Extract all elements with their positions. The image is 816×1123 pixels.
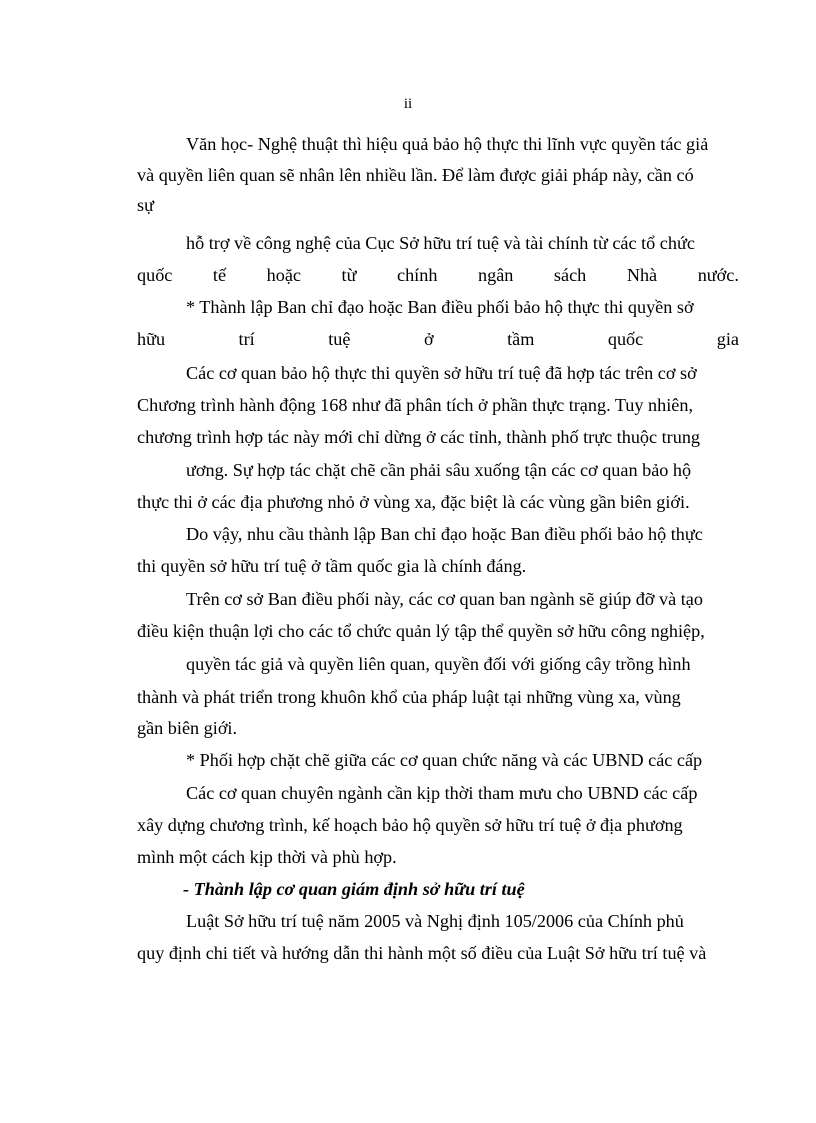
text-line: Do vậy, nhu cầu thành lập Ban chỉ đạo hoặc Ban điều phối bảo hộ thực [186,524,703,544]
text-line: hỗ trợ về công nghệ của Cục Sở hữu trí tuệ và tài chính từ các tổ chức [186,233,695,253]
word: tầm [507,329,535,349]
word: quốc [607,329,644,349]
page-number: ii [403,96,413,112]
section-heading: - Thành lập cơ quan giám định sở hữu trí tuệ [183,879,525,899]
section-bullet: * Phối hợp chặt chẽ giữa các cơ quan chức năng và các UBND các cấp [186,750,703,770]
justified-line [137,328,739,350]
text-line: Luật Sở hữu trí tuệ năm 2005 và Nghị định 105/2006 của Chính phủ [186,911,684,931]
text-line: ương. Sự hợp tác chặt chẽ cần phải sâu xuống tận các cơ quan bảo hộ [186,460,692,480]
word: ở [423,329,434,349]
text-line: gần biên giới. [137,718,238,738]
section-bullet: * Thành lập Ban chỉ đạo hoặc Ban điều phối bảo hộ thực thi quyền sở [186,297,694,317]
text-line: Các cơ quan chuyên ngành cần kịp thời tham mưu cho UBND các cấp [186,783,698,803]
word: tuệ [328,329,351,349]
word: trí [238,329,255,349]
text-line: chương trình hợp tác này mới chỉ dừng ở các tỉnh, thành phố trực thuộc trung [137,427,701,447]
word: sách [553,265,587,285]
justified-line [137,264,739,286]
word: hữu [137,329,166,349]
text-line: quyền tác giả và quyền liên quan, quyền đối với giống cây trồng hình [186,654,691,674]
text-line: mình một cách kịp thời và phù hợp. [137,847,397,867]
text-line: và quyền liên quan sẽ nhân lên nhiều lần. Để làm được giải pháp này, cần có [137,165,694,185]
text-line: Trên cơ sở Ban điều phối này, các cơ quan ban ngành sẽ giúp đỡ và tạo [186,589,703,609]
word: quốc [137,265,173,285]
text-line: thành và phát triển trong khuôn khổ của pháp luật tại những vùng xa, vùng [137,687,681,707]
text-line: Các cơ quan bảo hộ thực thi quyền sở hữu trí tuệ đã hợp tác trên cơ sở [186,363,697,383]
word: chính [397,265,438,285]
text-line: sự [137,195,154,215]
text-line: thực thi ở các địa phương nhỏ ở vùng xa, đặc biệt là các vùng gần biên giới. [137,492,690,512]
word: tế [212,265,227,285]
word: ngân [478,265,514,285]
word: Nhà [626,265,658,285]
word: hoặc [266,265,301,285]
text-line: xây dựng chương trình, kế hoạch bảo hộ quyền sở hữu trí tuệ ở địa phương [137,815,683,835]
word: nước. [697,265,739,285]
text-line: điều kiện thuận lợi cho các tổ chức quản lý tập thể quyền sở hữu công nghiệp, [137,621,705,641]
word: gia [716,329,739,349]
text-line: Văn học- Nghệ thuật thì hiệu quả bảo hộ thực thi lĩnh vực quyền tác giả [186,134,709,154]
text-line: quy định chi tiết và hướng dẫn thi hành một số điều của Luật Sở hữu trí tuệ và [137,943,707,963]
text-line: thi quyền sở hữu trí tuệ ở tầm quốc gia là chính đáng. [137,556,527,576]
text-line: Chương trình hành động 168 như đã phân tích ở phần thực trạng. Tuy nhiên, [137,395,693,415]
word: từ [341,265,357,285]
